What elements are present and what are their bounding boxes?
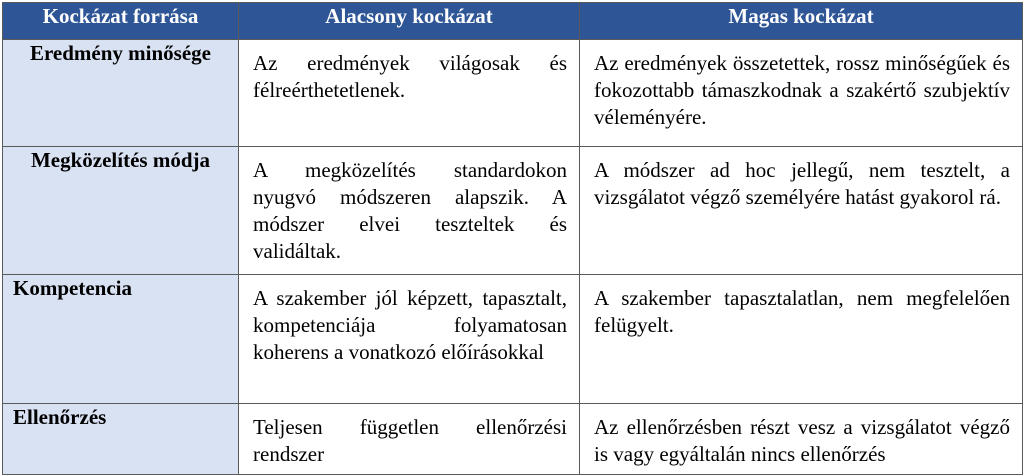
table-row — [3, 147, 1023, 275]
low-risk-cell: A megközelítés standardokon nyugvó módszeren alapszik. A módszer elvei teszteltek és validáltak. — [239, 147, 580, 275]
risk-table — [2, 2, 1023, 475]
row-label-verification: Ellenőrzés — [3, 404, 239, 475]
high-risk-cell: Az ellenőrzésben részt vesz a vizsgálatot végző is vagy egyáltalán nincs ellenőrzés — [580, 404, 1023, 475]
low-risk-cell: Teljesen független ellenőrzési rendszer — [239, 404, 580, 475]
header-risk-source: Kockázat forrása — [3, 3, 239, 40]
low-risk-cell: Az eredmények világosak és félreérthetetlenek. — [239, 40, 580, 147]
row-label-competence: Kompetencia — [3, 275, 239, 404]
high-risk-cell: Az eredmények összetettek, rossz minőségűek és fokozottabb támaszkodnak a szakértő szubjektív véleményére. — [580, 40, 1023, 147]
high-risk-cell: A szakember tapasztalatlan, nem megfelelően felügyelt. — [580, 275, 1023, 404]
table-row — [3, 275, 1023, 404]
row-label-approach: Megközelítés módja — [3, 147, 239, 275]
header-high-risk: Magas kockázat — [580, 3, 1023, 40]
table-row — [3, 404, 1023, 475]
header-row — [3, 3, 1023, 40]
header-low-risk: Alacsony kockázat — [239, 3, 580, 40]
high-risk-cell: A módszer ad hoc jellegű, nem tesztelt, a vizsgálatot végző személyére hatást gyakorol rá. — [580, 147, 1023, 275]
low-risk-cell: A szakember jól képzett, tapasztalt, kompetenciája folyamatosan koherens a vonatkozó előírásokkal — [239, 275, 580, 404]
row-label-result-quality: Eredmény minősége — [3, 40, 239, 147]
table-row — [3, 40, 1023, 147]
